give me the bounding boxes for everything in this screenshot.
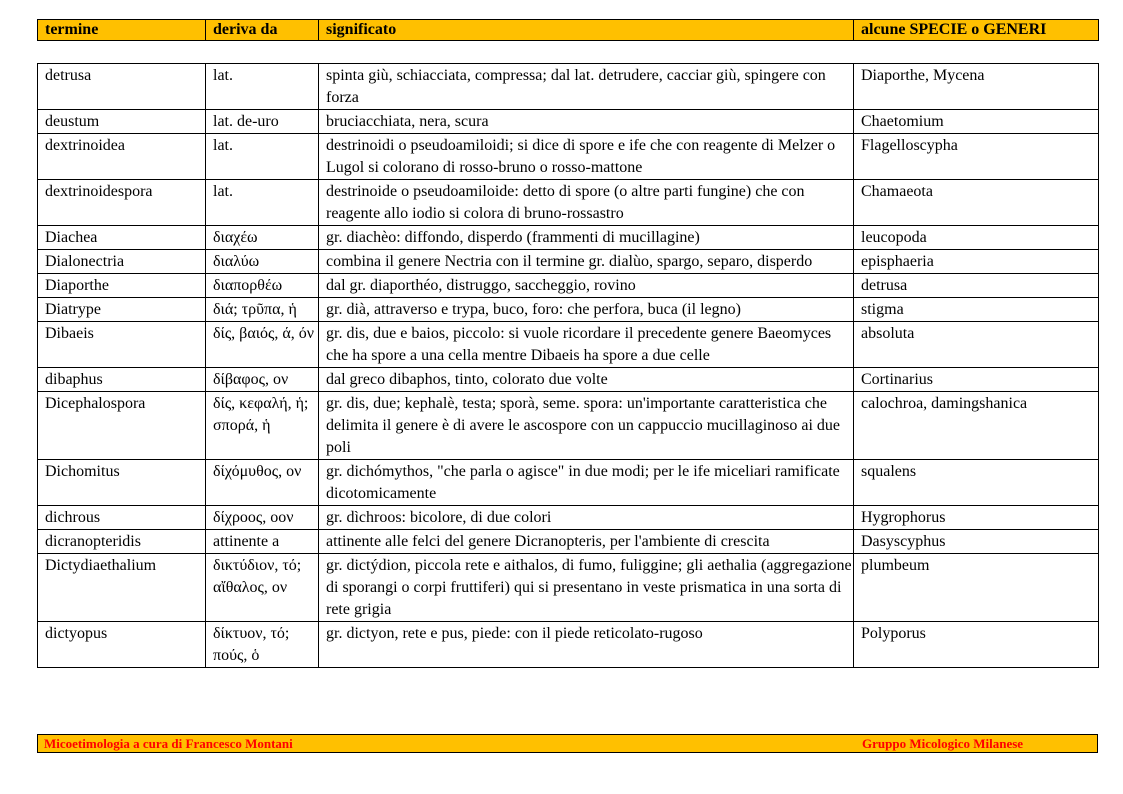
header-table [37,19,1099,41]
cell-specie: leucopoda [854,226,1099,250]
cell-significato: attinente alle felci del genere Dicranopteris, per l'ambiente di crescita [319,530,854,554]
cell-termine: Dibaeis [38,322,206,368]
cell-significato: gr. dis, due; kephalè, testa; sporà, seme. spora: un'importante caratteristica che delimita il genere è di avere le ascospore con un cappuccio mucillaginoso ai due poli [319,392,854,460]
header-deriva-da: deriva da [206,20,319,41]
table-row [38,506,1099,530]
cell-termine: dichrous [38,506,206,530]
cell-specie: episphaeria [854,250,1099,274]
cell-termine: Diatrype [38,298,206,322]
table-row [38,64,1099,110]
cell-deriva-da: δίς, βαιός, ά, όν [206,322,319,368]
cell-specie: stigma [854,298,1099,322]
cell-termine: deustum [38,110,206,134]
table-row [38,368,1099,392]
cell-termine: dextrinoidea [38,134,206,180]
cell-deriva-da: διαπορθέω [206,274,319,298]
table-row [38,250,1099,274]
cell-specie: Diaporthe, Mycena [854,64,1099,110]
cell-deriva-da: attinente a [206,530,319,554]
cell-significato: gr. diachèo: diffondo, disperdo (frammenti di mucillagine) [319,226,854,250]
footer-bar [37,734,1098,753]
cell-termine: Dialonectria [38,250,206,274]
header-specie: alcune SPECIE o GENERI [854,20,1099,41]
cell-deriva-da: δίβαφος, ον [206,368,319,392]
cell-specie: Dasyscyphus [854,530,1099,554]
cell-deriva-da: δίχροος, οον [206,506,319,530]
cell-significato: dal gr. diaporthéo, distruggo, saccheggio, rovino [319,274,854,298]
cell-significato: gr. dictýdion, piccola rete e aithalos, di fumo, fuliggine; gli aethalia (aggregazione di sporangi o corpi fruttiferi) qui si presentano in veste prismatica in una sorta di rete grigia [319,554,854,622]
cell-significato: gr. dictyon, rete e pus, piede: con il piede reticolato-rugoso [319,622,854,668]
cell-deriva-da: δίχόμυθος, ον [206,460,319,506]
cell-significato: dal greco dibaphos, tinto, colorato due volte [319,368,854,392]
table-row [38,180,1099,226]
cell-specie: Chamaeota [854,180,1099,226]
cell-deriva-da: διαχέω [206,226,319,250]
cell-termine: Dicephalospora [38,392,206,460]
table-row [38,460,1099,506]
header-termine: termine [38,20,206,41]
cell-specie: calochroa, damingshanica [854,392,1099,460]
table-row [38,554,1099,622]
cell-deriva-da: lat. [206,180,319,226]
cell-specie: detrusa [854,274,1099,298]
cell-significato: spinta giù, schiacciata, compressa; dal lat. detrudere, cacciar giù, spingere con forza [319,64,854,110]
cell-deriva-da: διαλύω [206,250,319,274]
cell-deriva-da: διά; τρῦπα, ἡ [206,298,319,322]
cell-termine: dibaphus [38,368,206,392]
cell-specie: absoluta [854,322,1099,368]
cell-termine: detrusa [38,64,206,110]
cell-termine: Diachea [38,226,206,250]
header-row [38,20,1099,41]
cell-significato: combina il genere Nectria con il termine gr. dialùo, spargo, separo, disperdo [319,250,854,274]
cell-specie: Chaetomium [854,110,1099,134]
cell-deriva-da: δικτύδιον, τό; αἴθαλος, ον [206,554,319,622]
table-row [38,298,1099,322]
cell-deriva-da: lat. [206,134,319,180]
cell-termine: Diaporthe [38,274,206,298]
footer-credit: Micoetimologia a cura di Francesco Montani [44,736,293,751]
cell-significato: gr. dià, attraverso e trypa, buco, foro: che perfora, buca (il legno) [319,298,854,322]
cell-termine: Dichomitus [38,460,206,506]
table-row [38,622,1099,668]
cell-significato: gr. dìchroos: bicolore, di due colori [319,506,854,530]
table-row [38,530,1099,554]
table-row [38,274,1099,298]
cell-significato: gr. dichómythos, "che parla o agisce" in due modi; per le ife miceliari ramificate dicotomicamente [319,460,854,506]
table-row [38,226,1099,250]
cell-significato: gr. dis, due e baios, piccolo: si vuole ricordare il precedente genere Baeomyces che ha spore a una cella mentre Dibaeis ha spore a due celle [319,322,854,368]
footer-group: Gruppo Micologico Milanese [862,736,1024,751]
cell-specie: Polyporus [854,622,1099,668]
cell-significato: bruciacchiata, nera, scura [319,110,854,134]
cell-specie: plumbeum [854,554,1099,622]
cell-significato: destrinoidi o pseudoamiloidi; si dice di spore e ife che con reagente di Melzer o Lugol si colorano di rosso-bruno o rosso-mattone [319,134,854,180]
cell-termine: dictyopus [38,622,206,668]
glossary-table [37,63,1099,668]
cell-significato: destrinoide o pseudoamiloide: detto di spore (o altre parti fungine) che con reagente allo iodio si colora di bruno-rossastro [319,180,854,226]
cell-deriva-da: lat. [206,64,319,110]
cell-deriva-da: δίκτυον, τό; πούς, ὁ [206,622,319,668]
cell-termine: dextrinoidespora [38,180,206,226]
cell-specie: Flagelloscypha [854,134,1099,180]
cell-deriva-da: δίς, κεφαλή, ἡ; σπορά, ἡ [206,392,319,460]
table-row [38,322,1099,368]
header-significato: significato [319,20,854,41]
cell-termine: Dictydiaethalium [38,554,206,622]
cell-specie: Hygrophorus [854,506,1099,530]
cell-deriva-da: lat. de-uro [206,110,319,134]
table-row [38,134,1099,180]
cell-specie: squalens [854,460,1099,506]
cell-specie: Cortinarius [854,368,1099,392]
table-row [38,392,1099,460]
table-row [38,110,1099,134]
cell-termine: dicranopteridis [38,530,206,554]
